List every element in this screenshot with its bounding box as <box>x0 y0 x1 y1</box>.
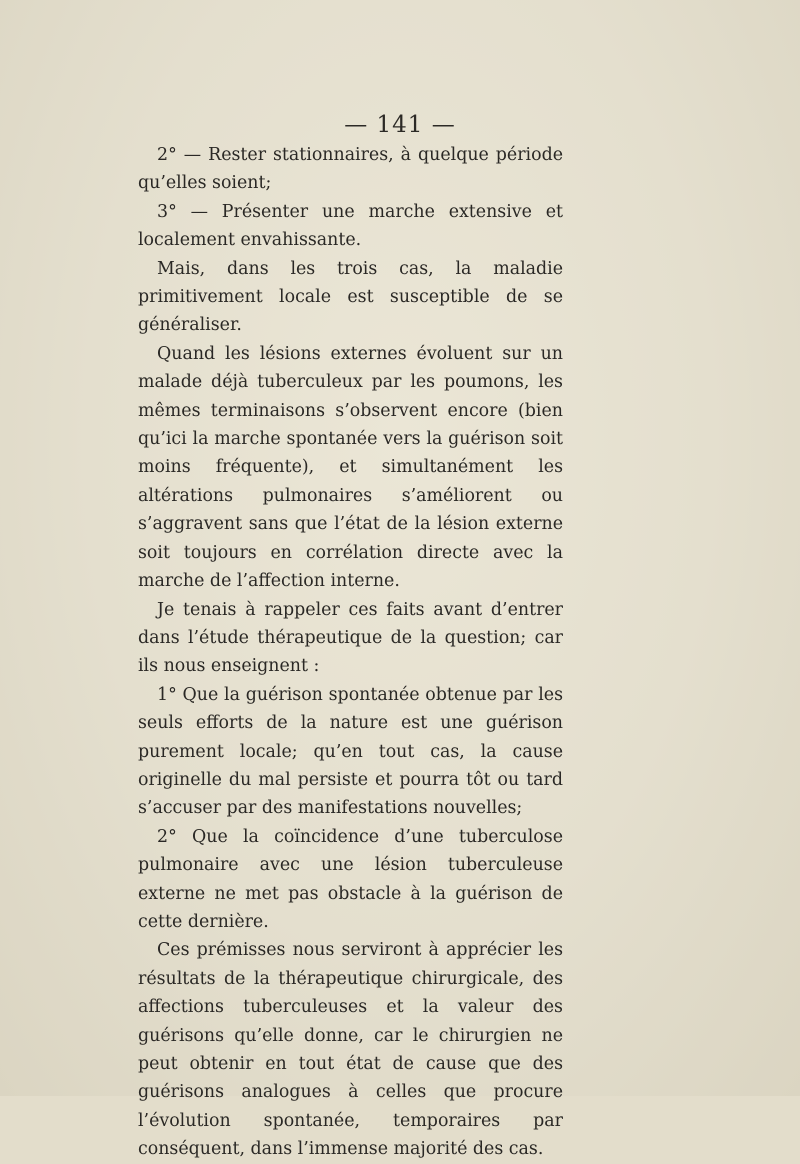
paragraph-rappel-faits: Je tenais à rappeler ces faits avant d’entrer dans l’étude thérapeutique de la question; car ils nous enseignent : <box>138 599 563 677</box>
paragraph-generalisation: Mais, dans les trois cas, la maladie primitivement locale est susceptible de se généraliser. <box>138 258 563 336</box>
paragraph-malade-tuberculeux: Quand les lésions externes évoluent sur un malade déjà tuberculeux par les poumons, les mêmes terminaisons s’observent encore (bien qu’ici la marche spontanée vers la guérison soit moins fréquente), et simultanément les altérations pulmonaires s’améliorent ou s’aggravent sans que l’état de la lésion externe soit toujours en corrélation directe avec la marche de l’affection interne. <box>138 343 563 592</box>
paragraph-marche-extensive: 3° — Présenter une marche extensive et localement envahissante. <box>138 201 563 251</box>
paragraph-coincidence: 2° Que la coïncidence d’une tuberculose pulmonaire avec une lésion tuberculeuse externe ne met pas obstacle à la guérison de cette dernière. <box>138 826 563 932</box>
page-number: — 141 — <box>344 112 456 138</box>
paragraph-guerison-spontanee: 1° Que la guérison spontanée obtenue par les seuls efforts de la nature est une guérison purement locale; qu’en tout cas, la cause originelle du mal persiste et pourra tôt ou tard s’accuser par des manifestations nouvelles; <box>138 684 563 819</box>
paragraph-rester-stationnaires: 2° — Rester stationnaires, à quelque période qu’elles soient; <box>138 145 563 194</box>
body-text <box>138 141 563 1164</box>
paragraph-premisses: Ces prémisses nous serviront à apprécier les résultats de la thérapeutique chirurgicale, des affections tuberculeuses et la valeur des guérisons qu’elle donne, car le chirurgien ne peut obtenir en tout état de cause que des guérisons analogues à celles que procure l’évolution spontanée, temporaires par conséquent, dans l’immense majorité des cas. <box>138 940 563 1160</box>
